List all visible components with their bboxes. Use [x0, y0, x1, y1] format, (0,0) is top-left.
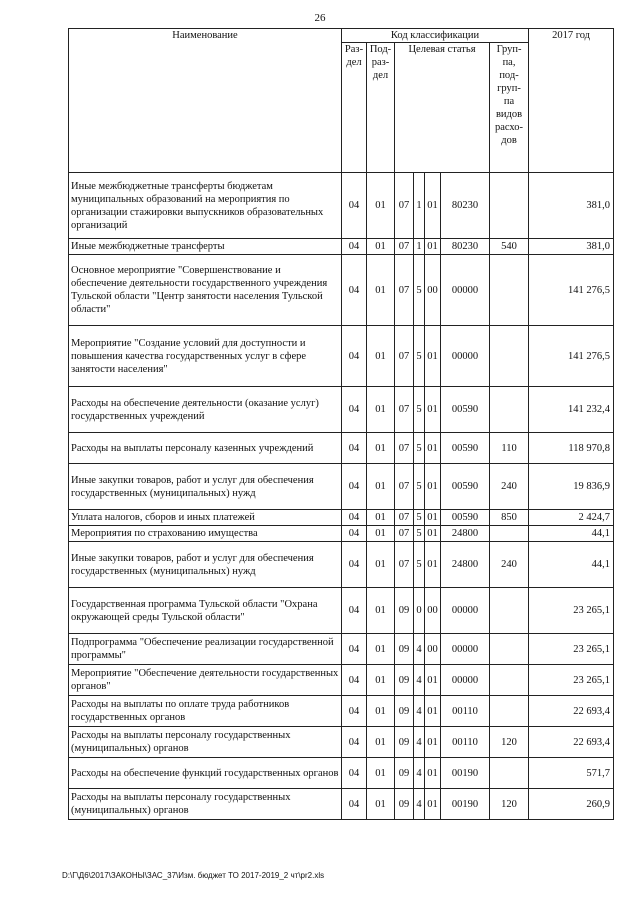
- budget-table: [68, 28, 614, 820]
- row-expense-type: [490, 173, 529, 239]
- row-subsection: 01: [367, 542, 395, 588]
- row-target-code: 00000: [441, 665, 490, 696]
- row-target-code: 00000: [441, 634, 490, 665]
- row-target-program: 09: [395, 634, 414, 665]
- row-expense-type: 120: [490, 789, 529, 820]
- row-expense-type: [490, 526, 529, 542]
- row-target-subprogram: 0: [414, 588, 425, 634]
- row-amount: 23 265,1: [529, 665, 614, 696]
- row-subsection: 01: [367, 510, 395, 526]
- table-row: [69, 173, 614, 239]
- row-target-subprogram: 5: [414, 326, 425, 387]
- row-section: 04: [342, 526, 367, 542]
- row-amount: 118 970,8: [529, 433, 614, 464]
- row-name: Подпрограмма "Обеспечение реализации государственной программы": [69, 634, 342, 665]
- row-target-subprogram: 5: [414, 464, 425, 510]
- table-row: [69, 510, 614, 526]
- row-target-direction: 01: [425, 387, 441, 433]
- row-section: 04: [342, 239, 367, 255]
- row-name: Иные межбюджетные трансферты бюджетам муниципальных образований на мероприятия по организации стажировки выпускников образовательных организаций: [69, 173, 342, 239]
- row-expense-type: 850: [490, 510, 529, 526]
- row-name: Иные межбюджетные трансферты: [69, 239, 342, 255]
- row-subsection: 01: [367, 326, 395, 387]
- row-section: 04: [342, 387, 367, 433]
- row-target-program: 09: [395, 696, 414, 727]
- row-target-code: 24800: [441, 526, 490, 542]
- header-expense-group: Груп- па, под- груп- па видов расхо- дов: [490, 43, 529, 173]
- row-subsection: 01: [367, 696, 395, 727]
- row-target-program: 09: [395, 665, 414, 696]
- row-section: 04: [342, 326, 367, 387]
- row-target-code: 24800: [441, 542, 490, 588]
- row-name: Мероприятия по страхованию имущества: [69, 526, 342, 542]
- row-target-direction: 01: [425, 758, 441, 789]
- row-target-subprogram: 5: [414, 542, 425, 588]
- row-target-subprogram: 5: [414, 387, 425, 433]
- row-target-direction: 01: [425, 464, 441, 510]
- row-target-program: 09: [395, 727, 414, 758]
- row-target-code: 00190: [441, 758, 490, 789]
- row-subsection: 01: [367, 387, 395, 433]
- table-row: [69, 727, 614, 758]
- row-amount: 381,0: [529, 239, 614, 255]
- row-expense-type: [490, 696, 529, 727]
- row-target-subprogram: 4: [414, 696, 425, 727]
- table-row: [69, 239, 614, 255]
- row-target-program: 09: [395, 588, 414, 634]
- row-section: 04: [342, 173, 367, 239]
- row-target-direction: 01: [425, 433, 441, 464]
- row-amount: 22 693,4: [529, 727, 614, 758]
- row-amount: 19 836,9: [529, 464, 614, 510]
- table-row: [69, 634, 614, 665]
- row-target-direction: 01: [425, 173, 441, 239]
- row-expense-type: 240: [490, 542, 529, 588]
- row-expense-type: [490, 634, 529, 665]
- row-amount: 381,0: [529, 173, 614, 239]
- header-name: Наименование: [69, 29, 342, 173]
- row-expense-type: [490, 255, 529, 326]
- table-row: [69, 433, 614, 464]
- row-section: 04: [342, 542, 367, 588]
- row-target-direction: 01: [425, 727, 441, 758]
- row-expense-type: [490, 387, 529, 433]
- row-target-program: 07: [395, 433, 414, 464]
- row-subsection: 01: [367, 433, 395, 464]
- row-target-program: 09: [395, 789, 414, 820]
- row-target-subprogram: 4: [414, 758, 425, 789]
- row-target-code: 00590: [441, 433, 490, 464]
- row-target-code: 00190: [441, 789, 490, 820]
- row-expense-type: [490, 665, 529, 696]
- row-expense-type: [490, 326, 529, 387]
- row-subsection: 01: [367, 758, 395, 789]
- row-target-program: 07: [395, 510, 414, 526]
- header-target-article: Целевая статья: [395, 43, 490, 173]
- row-name: Расходы на выплаты персоналу казенных учреждений: [69, 433, 342, 464]
- row-target-code: 00000: [441, 255, 490, 326]
- row-subsection: 01: [367, 588, 395, 634]
- row-amount: 22 693,4: [529, 696, 614, 727]
- row-section: 04: [342, 665, 367, 696]
- row-subsection: 01: [367, 173, 395, 239]
- row-name: Основное мероприятие "Совершенствование и обеспечение деятельности государственного учреждения Тульской области "Центр занятости населения Тульской области": [69, 255, 342, 326]
- row-target-program: 07: [395, 326, 414, 387]
- row-amount: 44,1: [529, 542, 614, 588]
- file-path-footer: D:\Г\Д6\2017\ЗАКОНЫ\ЗАС_37\Изм. бюджет ТО 2017-2019_2 чт\pr2.xls: [62, 871, 325, 880]
- row-name: Мероприятие "Создание условий для доступности и повышения качества государственных услуг в сфере занятости населения": [69, 326, 342, 387]
- row-target-subprogram: 1: [414, 239, 425, 255]
- row-target-program: 07: [395, 542, 414, 588]
- row-target-direction: 01: [425, 789, 441, 820]
- row-name: Иные закупки товаров, работ и услуг для обеспечения государственных (муниципальных) нужд: [69, 542, 342, 588]
- row-target-direction: 00: [425, 255, 441, 326]
- row-target-direction: 01: [425, 326, 441, 387]
- row-target-subprogram: 4: [414, 634, 425, 665]
- table-row: [69, 665, 614, 696]
- row-target-code: 80230: [441, 173, 490, 239]
- row-target-code: 00590: [441, 510, 490, 526]
- row-name: Расходы на обеспечение функций государственных органов: [69, 758, 342, 789]
- row-target-direction: 00: [425, 634, 441, 665]
- row-target-code: 80230: [441, 239, 490, 255]
- row-target-direction: 01: [425, 665, 441, 696]
- row-subsection: 01: [367, 239, 395, 255]
- row-amount: 141 276,5: [529, 255, 614, 326]
- row-target-program: 07: [395, 526, 414, 542]
- table-row: [69, 696, 614, 727]
- row-expense-type: 240: [490, 464, 529, 510]
- row-subsection: 01: [367, 634, 395, 665]
- row-section: 04: [342, 634, 367, 665]
- row-target-program: 09: [395, 758, 414, 789]
- row-name: Расходы на выплаты персоналу государственных (муниципальных) органов: [69, 789, 342, 820]
- row-subsection: 01: [367, 255, 395, 326]
- row-expense-type: 110: [490, 433, 529, 464]
- row-target-subprogram: 5: [414, 526, 425, 542]
- row-target-program: 07: [395, 387, 414, 433]
- row-target-direction: 01: [425, 542, 441, 588]
- row-name: Расходы на выплаты по оплате труда работников государственных органов: [69, 696, 342, 727]
- table-row: [69, 758, 614, 789]
- row-section: 04: [342, 255, 367, 326]
- row-target-subprogram: 4: [414, 727, 425, 758]
- row-subsection: 01: [367, 789, 395, 820]
- row-name: Мероприятие "Обеспечение деятельности государственных органов": [69, 665, 342, 696]
- row-amount: 571,7: [529, 758, 614, 789]
- row-target-program: 07: [395, 464, 414, 510]
- row-expense-type: 120: [490, 727, 529, 758]
- row-target-subprogram: 4: [414, 665, 425, 696]
- row-name: Расходы на выплаты персоналу государственных (муниципальных) органов: [69, 727, 342, 758]
- table-row: [69, 326, 614, 387]
- row-target-direction: 00: [425, 588, 441, 634]
- row-target-subprogram: 5: [414, 255, 425, 326]
- row-section: 04: [342, 588, 367, 634]
- row-target-program: 07: [395, 255, 414, 326]
- row-target-program: 07: [395, 173, 414, 239]
- row-section: 04: [342, 433, 367, 464]
- row-section: 04: [342, 758, 367, 789]
- row-target-program: 07: [395, 239, 414, 255]
- row-target-subprogram: 5: [414, 433, 425, 464]
- row-target-direction: 01: [425, 696, 441, 727]
- page-number: 26: [314, 12, 326, 24]
- row-target-code: 00110: [441, 727, 490, 758]
- table-row: [69, 255, 614, 326]
- row-name: Расходы на обеспечение деятельности (оказание услуг) государственных учреждений: [69, 387, 342, 433]
- table-body: [69, 173, 614, 820]
- row-section: 04: [342, 510, 367, 526]
- table-row: [69, 387, 614, 433]
- row-name: Иные закупки товаров, работ и услуг для обеспечения государственных (муниципальных) нужд: [69, 464, 342, 510]
- header-classification: Код классификации: [342, 29, 529, 43]
- row-target-code: 00590: [441, 464, 490, 510]
- row-target-direction: 01: [425, 526, 441, 542]
- row-amount: 2 424,7: [529, 510, 614, 526]
- header-year: 2017 год: [529, 29, 614, 173]
- table-row: [69, 542, 614, 588]
- row-amount: 260,9: [529, 789, 614, 820]
- row-expense-type: [490, 758, 529, 789]
- row-target-subprogram: 1: [414, 173, 425, 239]
- table-row: [69, 526, 614, 542]
- row-section: 04: [342, 696, 367, 727]
- row-target-code: 00110: [441, 696, 490, 727]
- row-subsection: 01: [367, 464, 395, 510]
- row-subsection: 01: [367, 526, 395, 542]
- row-expense-type: [490, 588, 529, 634]
- table-row: [69, 789, 614, 820]
- row-target-subprogram: 4: [414, 789, 425, 820]
- row-amount: 23 265,1: [529, 588, 614, 634]
- row-subsection: 01: [367, 727, 395, 758]
- row-subsection: 01: [367, 665, 395, 696]
- table-row: [69, 464, 614, 510]
- row-target-code: 00000: [441, 588, 490, 634]
- row-amount: 141 232,4: [529, 387, 614, 433]
- row-amount: 141 276,5: [529, 326, 614, 387]
- row-name: Уплата налогов, сборов и иных платежей: [69, 510, 342, 526]
- row-target-code: 00000: [441, 326, 490, 387]
- header-section: Раз- дел: [342, 43, 367, 173]
- row-section: 04: [342, 789, 367, 820]
- row-target-direction: 01: [425, 239, 441, 255]
- row-section: 04: [342, 464, 367, 510]
- table-row: [69, 588, 614, 634]
- row-amount: 23 265,1: [529, 634, 614, 665]
- header-subsection: Под- раз- дел: [367, 43, 395, 173]
- row-target-code: 00590: [441, 387, 490, 433]
- row-target-direction: 01: [425, 510, 441, 526]
- row-section: 04: [342, 727, 367, 758]
- row-name: Государственная программа Тульской области "Охрана окружающей среды Тульской области": [69, 588, 342, 634]
- row-expense-type: 540: [490, 239, 529, 255]
- row-amount: 44,1: [529, 526, 614, 542]
- row-target-subprogram: 5: [414, 510, 425, 526]
